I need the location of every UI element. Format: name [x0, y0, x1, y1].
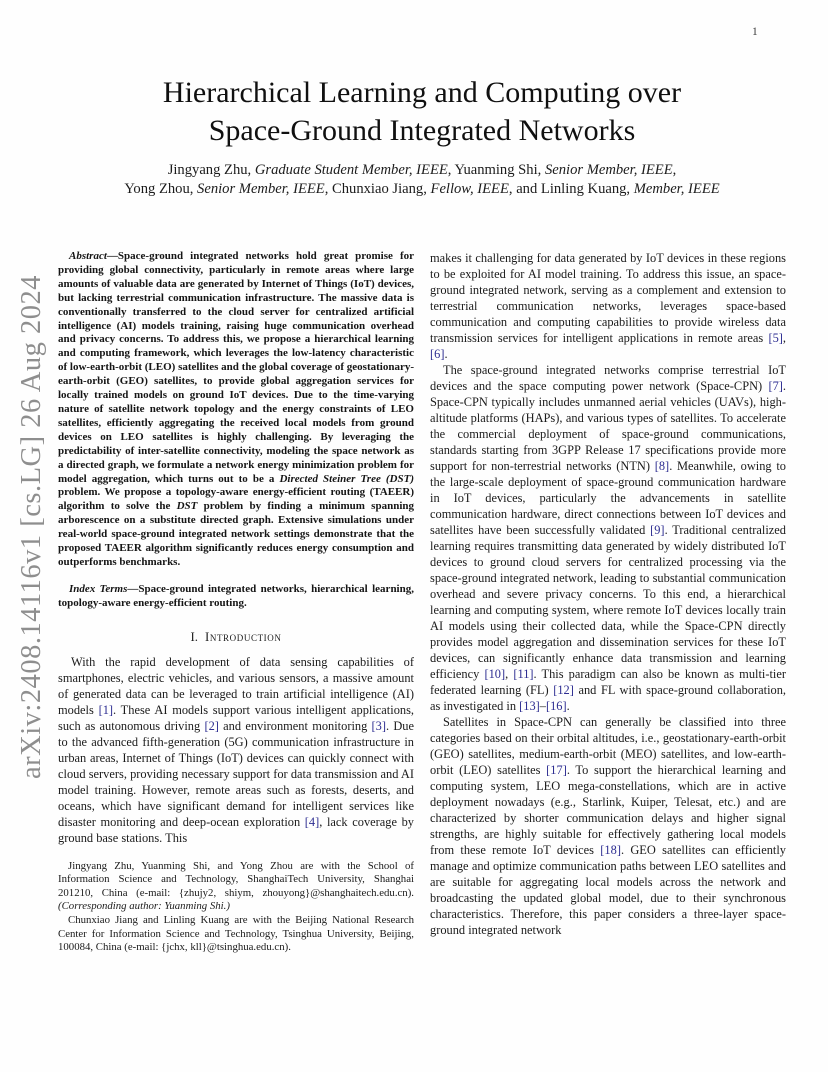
text-segment: Directed Steiner Tree (DST) [279, 472, 415, 485]
citation-link[interactable]: [16] [545, 699, 567, 713]
text-segment: The space-ground integrated networks comprise terrestrial IoT devices and the space computing power network (Space-CPN) [7]. Space-CPN typically includes unmanned aerial vehicles (UAVs), high-altitude platforms (HAPs), and various types of satellites. To accelerate the commercial deployment of space-ground communications, standards starting from 3GPP Release 17 specifications provide more support for non-terrestrial networks (NTN) [8]. Meanwhile, owing to the large-scale deployment of space-ground communication hardware in IoT devices, particularly the advancements in satellite communication hardware, direct connections between IoT devices and satellites have been successfully validated [9]. Traditional centralized learning requires transmitting data generated by widely distributed IoT devices to ground cloud servers for centralized processing via the space-ground integrated network, leading to substantial communication overhead and severe privacy concerns. To this end, a hierarchical learning and computing system, where remote IoT devices locally train AI models using their collected data, while the Space-CPN directly provides model aggregation and dissemination services for these IoT devices, can significantly enhance data transmission and learning efficiency [10], [11]. This paradigm can also be known as multi-tier federated learning (FL) [12] and FL with space-ground collaboration, as investigated in [13]–[16]. [430, 363, 787, 713]
author-block [58, 161, 786, 199]
text-segment: problem by finding a minimum spanning arborescence on a substitute directed graph. Extensive simulations under real-world space-ground integrated network settings demonstrate that the proposed TAEER algorithm significantly reduces energy consumption and outperforms benchmarks. [58, 500, 414, 568]
citation-link[interactable]: [17] [546, 763, 567, 777]
left-column [58, 250, 414, 955]
text-segment: , Chunxiao Jiang, [324, 181, 431, 197]
text-segment: DST [176, 500, 198, 513]
paper-header [58, 0, 786, 199]
introduction-paragraph-1 [58, 654, 414, 846]
text-segment: —Space-ground integrated networks hold great promise for providing global connectivity, particularly in remote areas where large amounts of valuable data are generated by Internet of Things (IoT) devices, but lacking terrestrial communication infrastructure. The massive data is conventionally transferred to the cloud server for centralized artificial intelligence (AI) models training, raising huge communication overhead and privacy concerns. To address this, we propose a hierarchical learning and computing framework, which leverages the low-latency characteristic of low-earth-orbit (LEO) satellites and the global coverage of geostationary-earth-orbit (GEO) satellites, to provide global aggregation services for locally trained models on ground IoT devices. Due to the time-varying nature of satellite network topology and the energy constraints of LEO satellites, efficiently aggregating the received local models from ground devices on LEO satellites is highly challenging. By leveraging the predictability of inter-satellite connectivity, modeling the space network as a directed graph, we formulate a network energy minimization problem for model aggregation, which turns out to be a [58, 250, 414, 485]
citation-link[interactable]: [4] [304, 814, 320, 829]
paragraph-continuation [430, 250, 786, 362]
text-segment: Senior Member, IEEE [197, 181, 325, 197]
author-footnotes [58, 860, 414, 955]
citation-link[interactable]: [9] [650, 523, 665, 537]
text-segment: Yong Zhou, [124, 181, 198, 197]
text-segment: Jingyang Zhu, Yuanming Shi, and Yong Zhou are with the School of Information Science and Technology, ShanghaiTech University, Shanghai 201210, China (e-mail: {zhujy2, shiym, zhouyong}@shanghaitech.edu.cn). [58, 859, 414, 899]
author-line-2 [58, 180, 786, 199]
paper-title-line-2: Space-Ground Integrated Networks [208, 114, 636, 147]
text-segment: (Corresponding author: Yuanming Shi.) [58, 900, 230, 913]
citation-link[interactable]: [1] [98, 702, 114, 717]
citation-link[interactable]: [11] [513, 667, 534, 681]
section-heading-introduction [58, 630, 414, 645]
text-segment: , Yuanming Shi, [447, 162, 545, 178]
text-segment: Fellow, IEEE [430, 181, 509, 197]
text-segment: Abstract [69, 250, 107, 262]
page-number: 1 [752, 26, 758, 38]
citation-link[interactable]: [8] [654, 459, 670, 473]
text-segment: , [672, 162, 677, 178]
text-segment: , and Linling Kuang, [508, 181, 634, 197]
section-title: Introduction [205, 629, 282, 644]
citation-link[interactable]: [2] [204, 718, 219, 733]
paragraph-satellites [430, 714, 786, 938]
footnote-affiliation-1 [58, 860, 414, 914]
text-segment: Graduate Student Member, IEEE [254, 162, 448, 178]
footnote-affiliation-2 [58, 914, 414, 955]
text-segment: Chunxiao Jiang and Linling Kuang are with the Beijing National Research Center for Information Science and Technology, Tsinghua University, Beijing, 100084, China (e-mail: {jchx, kll}@tsinghua.edu.cn). [58, 914, 414, 954]
text-segment: —Space-ground integrated networks, hierarchical learning, topology-aware energy-efficient routing. [58, 582, 414, 609]
right-column [430, 250, 786, 955]
index-terms-paragraph [58, 583, 414, 611]
citation-link[interactable]: [18] [600, 843, 621, 857]
text-segment: Satellites in Space-CPN can generally be classified into three categories based on their orbital altitudes, i.e., geostationary-earth-orbit (GEO) satellites, medium-earth-orbit (MEO) satellites, and low-earth-orbit (LEO) satellites [17]. To support the hierarchical learning and computing system, LEO mega-constellations, which are in active deployment nowadays (e.g., Starlink, Kuiper, Telesat, etc.) and are characterized by shorter communication delays and higher signal strengths, are highly suitable for effectively gathering local models from these remote IoT devices [18]. GEO satellites can efficiently manage and optimize communication paths between LEO satellites and are suitable for aggregating local models across the network and broadcasting the updated global model, due to their synchronous characteristics. Therefore, this paper considers a three-layer space-ground integrated network [430, 715, 787, 937]
citation-link[interactable]: [13] [519, 699, 540, 713]
citation-link[interactable]: [3] [371, 718, 386, 733]
section-number: I. [190, 629, 198, 644]
author-line-1 [58, 161, 786, 180]
text-segment: With the rapid development of data sensing capabilities of smartphones, electric vehicles, and various sensors, a massive amount of generated data can be leveraged to train artificial intelligence (AI) models [1]. These AI models support various intelligent applications, such as autonomous driving [2] and environment monitoring [3]. Due to the advanced fifth-generation (5G) communication infrastructure in urban areas, Internet of Things (IoT) devices can quickly connect with cloud servers, providing necessary support for data transmission and AI model training. However, remote areas such as forests, deserts, and oceans, which have significant demand for intelligent services like disaster monitoring and deep-ocean exploration [4], lack coverage by ground base stations. This [58, 654, 415, 845]
citation-link[interactable]: [7] [768, 379, 783, 393]
abstract-paragraph [58, 250, 414, 570]
text-segment: makes it challenging for data generated by IoT devices in these regions to be exploited for AI model training. To address this issue, an space-ground integrated network, serving as a complement and extension to terrestrial communication networks, leverages space-based communication and computing capabilities to provide wireless data transmission services for intelligent applications in remote areas [5], [6]. [430, 251, 786, 361]
citation-link[interactable]: [12] [553, 683, 574, 697]
text-segment: Senior Member, IEEE [544, 162, 673, 178]
paragraph-space-cpn [430, 362, 786, 714]
citation-link[interactable]: [5] [768, 331, 783, 345]
citation-link[interactable]: [10] [484, 667, 506, 681]
citation-link[interactable]: [6] [430, 347, 445, 361]
paper-title [58, 0, 786, 150]
text-segment: Member, IEEE [633, 181, 720, 197]
text-segment: problem. We propose a topology-aware energy-efficient routing (TAEER) algorithm to solve the [58, 486, 414, 513]
paper-title-line-1: Hierarchical Learning and Computing over [162, 76, 682, 109]
arxiv-watermark: arXiv:2408.14116v1 [cs.LG] 26 Aug 2024 [16, 275, 47, 779]
two-column-body [58, 250, 786, 955]
text-segment: Index Terms [69, 582, 128, 595]
text-segment: Jingyang Zhu, [167, 162, 255, 178]
